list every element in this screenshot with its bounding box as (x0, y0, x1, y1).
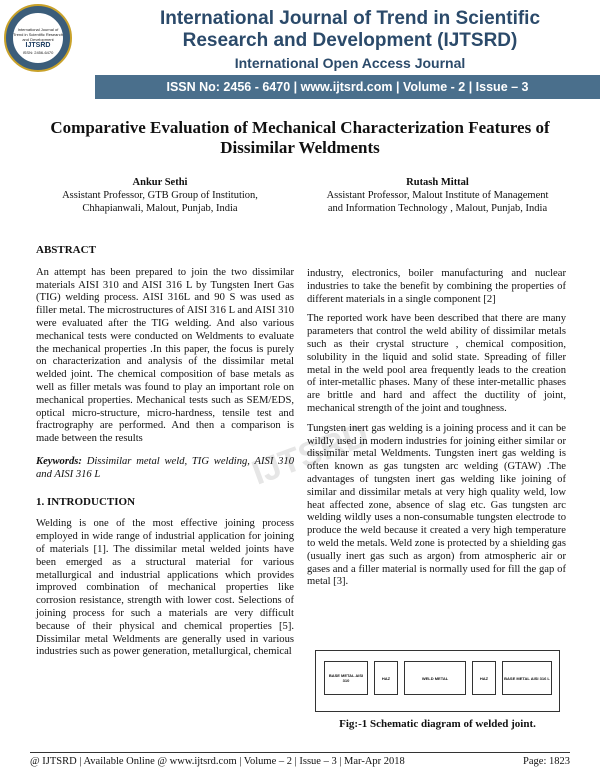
journal-name-line1: International Journal of Trend in Scientific (159, 8, 541, 29)
author-2-affiliation: Assistant Professor, Malout Institute of Management (326, 190, 549, 201)
intro-heading: 1. INTRODUCTION (36, 495, 136, 508)
paper-title: Comparative Evaluation of Mechanical Characterization Features of Dissimilar Weldments (50, 118, 550, 157)
author-1-affiliation: Assistant Professor, GTB Group of Institution, (62, 190, 258, 201)
journal-subtitle: International Open Access Journal (234, 55, 466, 71)
keywords-text: Dissimilar metal weld, TIG welding, AISI 310 and AISI 316 L (36, 455, 295, 480)
right-paragraph-3: Tungsten inert gas welding is a joining process and it can be wildly used in modern industries for joining either similar or dissimilar metal Weldments. Tungsten inert gas welding is often known as gas tungsten arc welding (GTAW) .The advantages of tungsten inert gas welding like joining of similar and dissimilar metals at very high quality weld, low heat affected zone, absence of slag etc. Gas tungsten arc welding wildly uses a non-consumable tungsten electrode to produce the weld because it created a very high temperature to weld the metals. Weld zone is protected by a shielding gas (usually inert gas such as argon) from atmospheric air or gases and a filler material is normally used for fill the gap of metal [3]. (307, 422, 566, 588)
journal-name-line2: Research and Development (IJTSRD) (182, 30, 518, 51)
box-haz-left: HAZ (374, 661, 398, 695)
abstract-heading: ABSTRACT (36, 244, 96, 256)
watermark: IJTSRD (246, 415, 374, 493)
abstract-text: An attempt has been prepared to join the two dissimilar materials AISI 310 and AISI 316 L by Tungsten Inert Gas (TIG) welding process. AISI 316L and 90 S was used as filler metal. The microstructures of AISI 316 L and AISI 310 were evaluated after the TIG welding. And also various mechanical tests were conducted on Weldments to evaluate the mechanical properties .In this paper, the focus is purely on characterization and analysis of the dissimilar metal welded joint. The chemical composition of base metals as well as filler metals was found to play an important role on mechanical properties. Mechanical tests such as SEM/EDS, optical micro-structure, micro-hardness, tensile test and fractrography are performed. And then a comparison is made between the results (36, 266, 294, 445)
right-paragraph-2: The reported work have been described that there are many parameters that control the weld ability of dissimilar metals such as their crystal structure , chemical composition, solubility in the liquid and solid state. Spreading of filler metal in the weld pool area frequently leads to the creation of inter-metallic phases. Many of these inter-metallic phases are brittle and hard and affect the ductility of joint, mechanical strength of the joint and toughness. (307, 313, 566, 414)
author-1 (35, 176, 285, 215)
logo-full-name: International Journal of Trend in Scientific Research and Development (13, 27, 63, 42)
right-column (307, 268, 566, 596)
keywords (36, 456, 294, 482)
logo-abbr: IJTSRD (25, 42, 51, 49)
author-2-location: and Information Technology , Malout, Punjab, India (327, 203, 548, 214)
weld-schematic-figure (315, 650, 560, 712)
author-2 (300, 176, 575, 215)
journal-logo (4, 4, 72, 72)
box-base-metal-310: BASE METAL AISI 310 (324, 661, 368, 695)
box-haz-right: HAZ (472, 661, 496, 695)
logo-issn: ISSN: 2456-6470 (22, 50, 54, 55)
footer-text: @ IJTSRD | Available Online @ www.ijtsrd.com | Volume – 2 | Issue – 3 | Mar-Apr 2018 (30, 756, 405, 767)
left-column (36, 244, 294, 666)
right-paragraph-1: industry, electronics, boiler manufacturing and nuclear industries to take the benefit by combining the properties of different materials in a single component [2] (307, 268, 566, 305)
footer-divider (30, 752, 570, 753)
box-base-metal-316l: BASE METAL AISI 316 L (502, 661, 552, 695)
intro-text: Welding is one of the most effective joining process employed in wide range of industrial application for joining of materials [1]. The dissimilar metal welded joints have been emerged as a structural material for various metallurgical and industrial applications which provides improved combination of mechanical properties like corrosion resistance, strength with lower cost. Selections of joining process for such a materials are very difficult because of their physical and chemical properties [5]. Dissimilar metal Weldments are generally used in various industries such as power generation, metallurgical, chemical (36, 518, 294, 658)
figure-caption: Fig:-1 Schematic diagram of welded joint. (339, 718, 536, 730)
author-1-location: Chhapianwali, Malout, Punjab, India (82, 203, 238, 214)
journal-header (0, 0, 600, 100)
author-2-name: Rutash Mittal (406, 177, 469, 188)
keywords-label: Keywords: (36, 455, 82, 467)
issn-bar: ISSN No: 2456 - 6470 | www.ijtsrd.com | Volume - 2 | Issue – 3 (95, 75, 600, 99)
page-number: Page: 1823 (523, 756, 570, 767)
author-1-name: Ankur Sethi (132, 177, 188, 188)
box-weld-metal: WELD METAL (404, 661, 466, 695)
logo-text (12, 12, 64, 64)
